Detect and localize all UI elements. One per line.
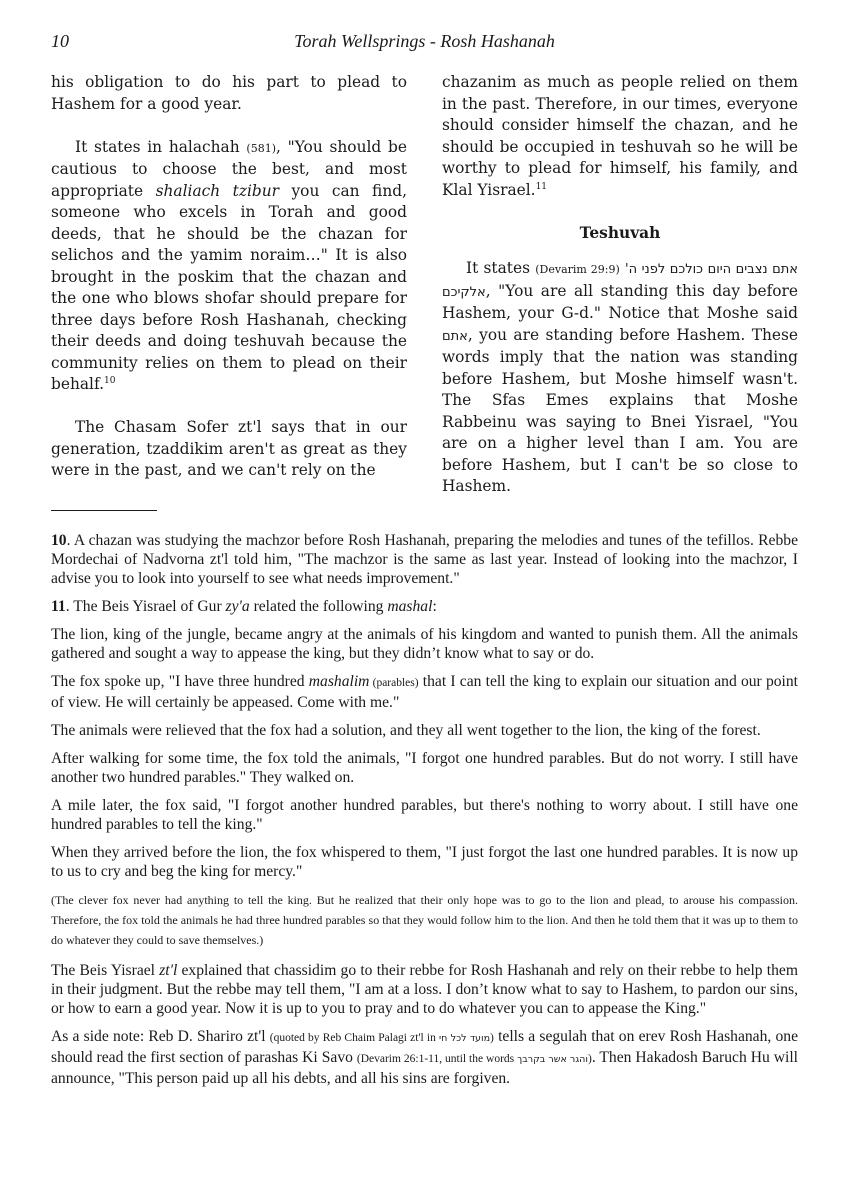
fox-text-a: The fox spoke up, "I have three hundred <box>51 673 309 690</box>
hebrew-words-vehager: והגר אשר בקרבך <box>517 1054 588 1065</box>
footnote-separator <box>51 510 157 511</box>
paragraph-arrived: When they arrived before the lion, the fox whispered to them, "I just forgot the last one hundred parables. It is now up to us to cry and beg the king for mercy." <box>51 844 798 880</box>
footnote-11-number: 11 <box>51 598 66 615</box>
right-paragraph-2 <box>442 258 798 498</box>
hebrew-word-atem: אתם <box>442 328 468 344</box>
devarim-reference: (Devarim 29:9) <box>535 263 620 276</box>
footnote-11 <box>51 597 798 616</box>
side-quote-close: ) <box>490 1032 494 1044</box>
paragraph-mile: A mile later, the fox said, "I forgot another hundred parables, but there's nothing to worry about. I still have one hundred parables to tell the king." <box>51 797 798 833</box>
zya-abbrev: zy'a <box>225 598 250 615</box>
fox-text-b: that I can tell the king to explain our situation and our point of view. He will certainly be appeased. Come with me." <box>51 673 798 711</box>
paragraph-relieved: The animals were relieved that the fox had a solution, and they all went together to the lion, the king of the forest. <box>51 722 761 739</box>
right-paragraph-1 <box>442 72 798 201</box>
footnote-ref-11[interactable]: 11 <box>535 181 548 192</box>
side-devarim-ref: (Devarim 26:1-11, until the words <box>356 1053 518 1065</box>
parables-gloss: (parables) <box>369 677 419 689</box>
right-p2-text-c: , you are standing before Hashem. These words imply that the nation was standing before Hashem, but Moshe himself wasn't. The Sfas Emes explains that Moshe Rabbeinu was saying to Bnei Yisrael, "You are on a higher level than I am. You are before Hashem, but I can't be so close to Hashem. <box>442 325 798 495</box>
paragraph-lion: The lion, king of the jungle, became angry at the animals of his kingdom and wanted to punish them. All the animals gathered and sought a way to appease the king, but they didn’t know what to say or do. <box>51 626 798 662</box>
paragraph-clever-fox: (The clever fox never had anything to tell the king. But he realized that their only hope was to go to the lion and plead, to arouse his compassion. Therefore, the fox told the animals he had three hundred parables so that they would follow him to the lion. And then he told them that it was up to them to do whatever they could to save themselves.) <box>51 893 798 947</box>
hebrew-book-title: מועד לכל חי <box>439 1033 491 1044</box>
side-ref-close: ) <box>587 1053 592 1065</box>
left-p2-text-c: you can find, someone who excels in Torah and good deeds, that he should be the chazan for selichos and the yamim noraim…" It is also brought in the poskim that the chazan and the one who blows shofar should prepare for three days before Rosh Hashanah, checking their deeds and doing teshuvah because the community relies on them to plead on their behalf. <box>51 181 407 393</box>
mashalim-term: mashalim <box>308 673 370 690</box>
beis-text-a: The Beis Yisrael <box>51 962 160 979</box>
page-number: 10 <box>51 31 69 51</box>
footnote-11-text-c: : <box>432 598 437 615</box>
footnote-10 <box>51 531 798 588</box>
footnote-ref-10[interactable]: 10 <box>104 375 116 386</box>
side-text-c: . Then Hakadosh Baruch Hu will announce, "This person paid up all his debts, and all his sins are forgiven. <box>51 1049 799 1087</box>
paragraph-fox <box>51 672 798 712</box>
footnote-10-text: . A chazan was studying the machzor before Rosh Hashanah, preparing the melodies and tunes of the tefillos. Rebbe Mordechai of Nadvorna zt'l told him, "The machzor is the same as last year. Instead of looking into the machzor, I advise you to look into yourself to see what needs improvement." <box>51 532 798 587</box>
right-p2-text-b: , "You are all standing this day before Hashem, your G-d." Notice that Moshe said <box>442 281 798 322</box>
body-columns <box>51 72 798 495</box>
right-p1-text: chazanim as much as people relied on them in the past. Therefore, in our times, everyone should consider himself the chazan, and he should be occupied in teshuvah so he will be worthy to plead for himself, his family, and Klal Yisrael. <box>442 73 798 199</box>
beis-text-b: explained that chassidim go to their rebbe for Rosh Hashanah and rely on their rebbe to help them in their judgment. But the rebbe may tell them, "I am at a loss. I don’t know what to say to Hashem, to pardon our sins, or how to earn a good year. Now it is up to you to pray and to do whatever you can to appease the King." <box>51 962 798 1017</box>
running-header <box>51 31 798 57</box>
left-paragraph-2 <box>51 137 407 396</box>
halachah-reference: (581) <box>246 141 276 155</box>
paragraph-beis-yisrael <box>51 961 798 1018</box>
left-p2-text-b: , "You should be cautious to choose the best, and most appropriate <box>51 137 407 200</box>
shaliach-tzibur-term: shaliach tzibur <box>155 181 279 200</box>
side-quote-source: (quoted by Reb Chaim Palagi zt'l in <box>269 1032 440 1044</box>
section-heading-teshuvah: Teshuvah <box>579 223 661 242</box>
hebrew-verse: אתם נצבים היום כולכם לפני ה' אלקיכם <box>442 262 798 300</box>
right-column <box>442 72 798 498</box>
left-p1-text: his obligation to do his part to plead to Hashem for a good year. <box>51 73 407 113</box>
paragraph-side-note <box>51 1027 798 1088</box>
running-title: Torah Wellsprings - Rosh Hashanah <box>294 31 555 51</box>
ztl-abbrev: zt'l <box>159 962 178 979</box>
left-p3-text: The Chasam Sofer zt'l says that in our generation, tzaddikim aren't as great as they were in the past, and we can't rely on the <box>51 418 407 479</box>
left-column <box>51 72 407 482</box>
left-p2-text-a: It states in halachah <box>75 137 247 156</box>
side-text-b: tells a segulah that on erev Rosh Hashanah, one should read the first section of parashas Ki Savo <box>51 1028 798 1066</box>
side-text-a: As a side note: Reb D. Shariro zt'l <box>51 1028 270 1045</box>
footnotes-section <box>51 531 798 1097</box>
left-paragraph-1 <box>51 72 407 115</box>
mashal-term: mashal <box>387 598 433 615</box>
left-paragraph-3 <box>51 417 407 482</box>
footnote-10-number: 10 <box>51 532 67 549</box>
footnote-11-text-a: . The Beis Yisrael of Gur <box>65 598 226 615</box>
right-p2-text-a: It states <box>466 259 536 277</box>
paragraph-walking: After walking for some time, the fox told the animals, "I forgot one hundred parables. But do not worry. I still have another two hundred parables." They walked on. <box>51 750 798 786</box>
footnote-11-text-b: related the following <box>249 598 388 615</box>
